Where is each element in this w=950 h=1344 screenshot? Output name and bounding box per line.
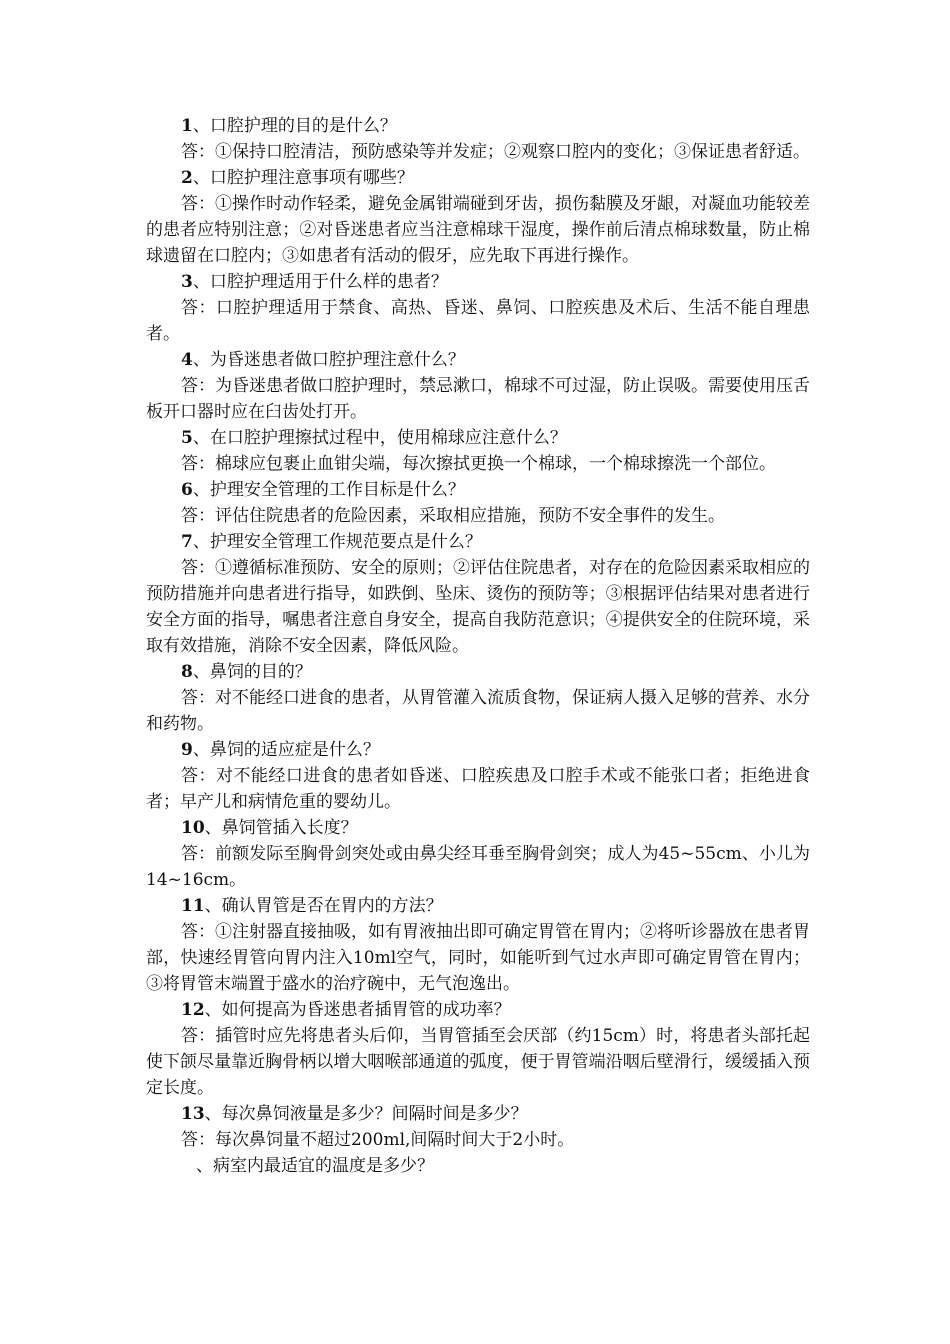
question-6: 6、护理安全管理的工作目标是什么？ bbox=[181, 480, 465, 500]
question-1: 1、口腔护理的目的是什么？ bbox=[181, 116, 397, 136]
answer-6: 答：评估住院患者的危险因素，采取相应措施，预防不安全事件的发生。 bbox=[181, 506, 725, 526]
answer-4: 答：为昏迷患者做口腔护理时，禁忌漱口，棉球不可过湿，防止误吸。需要使用压舌板开口器时应在臼齿处打开。 bbox=[146, 376, 810, 422]
answer-2: 答：①操作时动作轻柔，避免金属钳端碰到牙齿，损伤黏膜及牙龈，对凝血功能较差的患者应特别注意；②对昏迷患者应当注意棉球干湿度，操作前后清点棉球数量，防止棉球遗留在口腔内；③如患者有活动的假牙，应先取下再进行操作。 bbox=[146, 194, 810, 266]
question-8: 8、鼻饲的目的？ bbox=[181, 662, 312, 682]
question-5: 5、在口腔护理擦拭过程中，使用棉球应注意什么？ bbox=[181, 428, 567, 448]
answer-1: 答：①保持口腔清洁，预防感染等并发症；②观察口腔内的变化；③保证患者舒适。 bbox=[181, 142, 810, 162]
question-12: 12、如何提高为昏迷患者插胃管的成功率？ bbox=[181, 1000, 511, 1020]
question-4: 4、为昏迷患者做口腔护理注意什么？ bbox=[181, 350, 465, 370]
qa-list bbox=[146, 113, 810, 1179]
answer-13: 答：每次鼻饲量不超过200ml,间隔时间大于2小时。 bbox=[181, 1130, 575, 1150]
answer-10: 答：前额发际至胸骨剑突处或由鼻尖经耳垂至胸骨剑突；成人为45~55cm、小儿为14~16cm。 bbox=[146, 844, 810, 890]
answer-5: 答：棉球应包裹止血钳尖端，每次擦拭更换一个棉球，一个棉球擦洗一个部位。 bbox=[181, 454, 776, 474]
answer-3: 答：口腔护理适用于禁食、高热、昏迷、鼻饲、口腔疾患及术后、生活不能自理患者。 bbox=[146, 298, 810, 344]
question-11: 11、确认胃管是否在胃内的方法？ bbox=[181, 896, 443, 916]
answer-8: 答：对不能经口进食的患者，从胃管灌入流质食物，保证病人摄入足够的营养、水分和药物。 bbox=[146, 688, 810, 734]
question-13: 13、每次鼻饲液量是多少？间隔时间是多少？ bbox=[181, 1104, 528, 1124]
question-2: 2、口腔护理注意事项有哪些？ bbox=[181, 168, 414, 188]
answer-11: 答：①注射器直接抽吸，如有胃液抽出即可确定胃管在胃内；②将听诊器放在患者胃部，快速经胃管向胃内注入10ml空气，同时，如能听到气过水声即可确定胃管在胃内；③将胃管末端置于盛水的治疗碗中，无气泡逸出。 bbox=[146, 922, 810, 994]
question-14: 、病室内最适宜的温度是多少？ bbox=[196, 1156, 434, 1176]
question-3: 3、口腔护理适用于什么样的患者？ bbox=[181, 272, 448, 292]
answer-12: 答：插管时应先将患者头后仰，当胃管插至会厌部（约15cm）时，将患者头部托起使下颌尽量靠近胸骨柄以增大咽喉部通道的弧度，便于胃管端沿咽后壁滑行，缓缓插入预定长度。 bbox=[146, 1026, 810, 1098]
question-9: 9、鼻饲的适应症是什么？ bbox=[181, 740, 380, 760]
question-10: 10、鼻饲管插入长度？ bbox=[181, 818, 358, 838]
answer-7: 答：①遵循标准预防、安全的原则；②评估住院患者，对存在的危险因素采取相应的预防措施并向患者进行指导，如跌倒、坠床、烫伤的预防等；③根据评估结果对患者进行安全方面的指导，嘱患者注意自身安全，提高自我防范意识；④提供安全的住院环境，采取有效措施，消除不安全因素，降低风险。 bbox=[146, 558, 810, 656]
question-7: 7、护理安全管理工作规范要点是什么？ bbox=[181, 532, 482, 552]
answer-9: 答：对不能经口进食的患者如昏迷、口腔疾患及口腔手术或不能张口者；拒绝进食者；早产儿和病情危重的婴幼儿。 bbox=[146, 766, 810, 812]
